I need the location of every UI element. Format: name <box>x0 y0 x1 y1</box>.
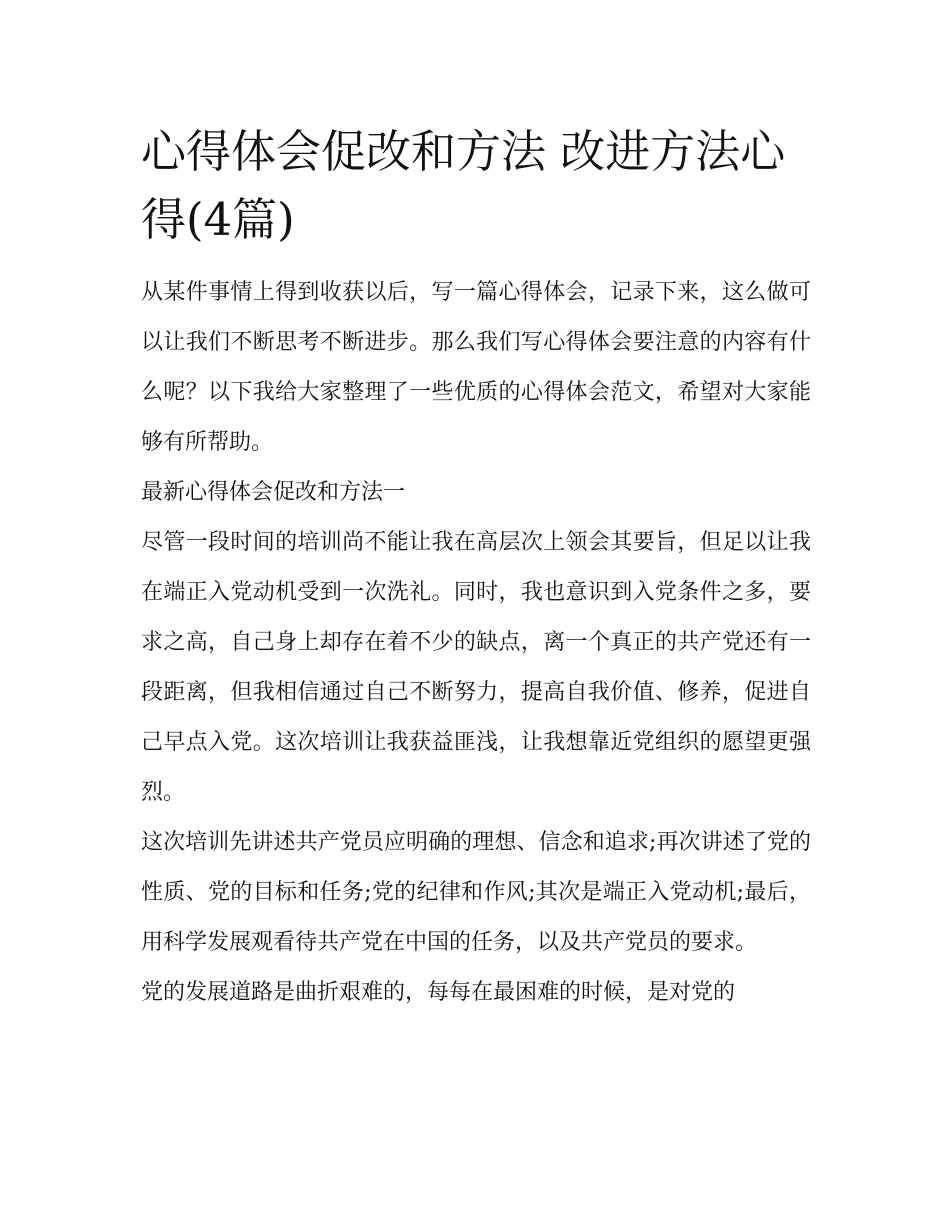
body-paragraph-3: 党的发展道路是曲折艰难的，每每在最困难的时候，是对党的 <box>141 980 736 1005</box>
body-paragraph-1: 尽管一段时间的培训尚不能让我在高层次上领会其要旨，但足以让我在端正入党动机受到一次洗礼。同时，我也意识到入党条件之多，要求之高，自己身上却存在着不少的缺点，离一个真正的共产党还有一段距离，但我相信通过自己不断努力，提高自我价值、修养，促进自己早点入党。这次培训让我获益匪浅，让我想靠近党组织的愿望更强烈。 <box>141 530 811 805</box>
body-paragraph-2: 这次培训先讲述共产党员应明确的理想、信念和追求;再次讲述了党的性质、党的目标和任务;党的纪律和作风;其次是端正入党动机;最后，用科学发展观看待共产党在中国的任务，以及共产党员的要求。 <box>141 830 811 955</box>
section-heading: 最新心得体会促改和方法一 <box>141 480 406 505</box>
document-title: 心得体会促改和方法 改进方法心得(4篇) <box>141 125 786 246</box>
document-body <box>141 118 811 1018</box>
intro-paragraph: 从某件事情上得到收获以后，写一篇心得体会，记录下来，这么做可以让我们不断思考不断进步。那么我们写心得体会要注意的内容有什么呢？以下我给大家整理了一些优质的心得体会范文，希望对大家能够有所帮助。 <box>141 280 811 455</box>
